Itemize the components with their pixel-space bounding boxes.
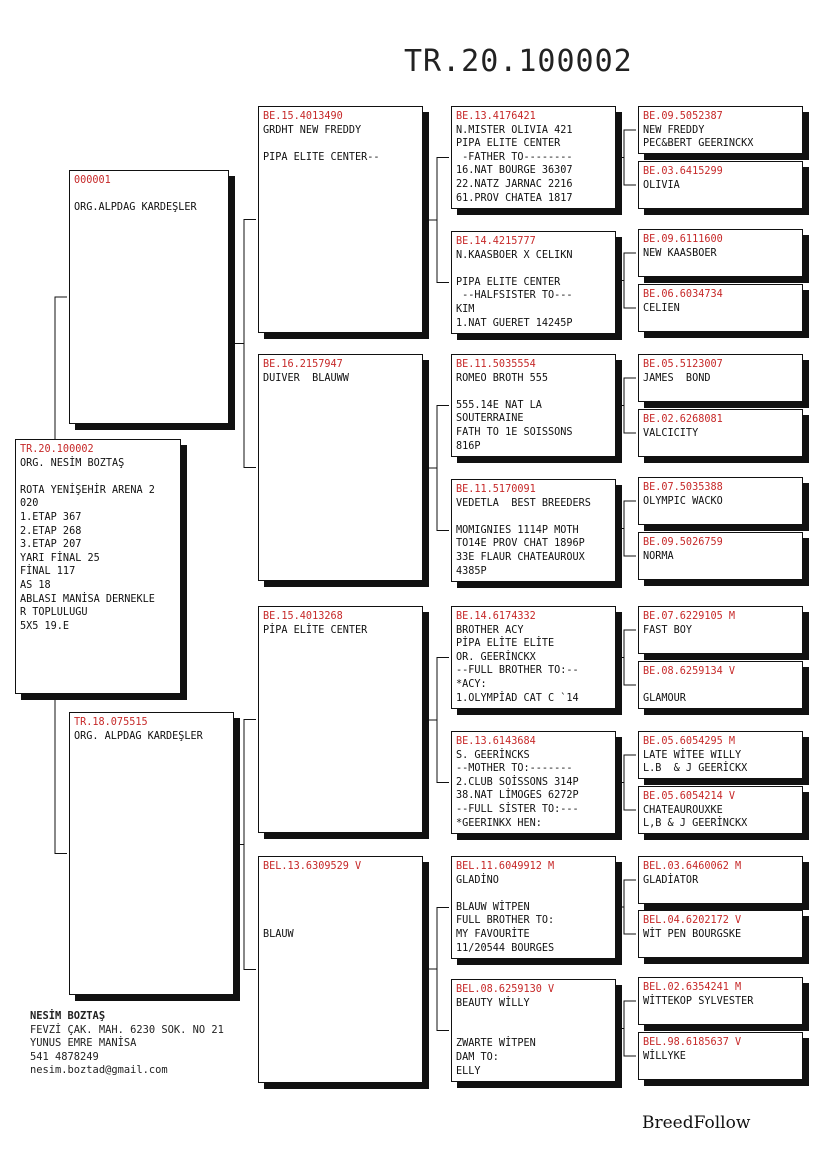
bird-info-line xyxy=(456,1010,611,1024)
ring-number: BE.13.6143684 xyxy=(456,736,536,747)
ring-number: BE.09.5052387 xyxy=(643,111,723,122)
ring-number: BE.06.6034734 xyxy=(643,289,723,300)
connector-ds xyxy=(437,658,449,783)
ring-number: BE.11.5035554 xyxy=(456,359,536,370)
connector-sdd xyxy=(624,501,636,556)
ring-number: BE.02.6268081 xyxy=(643,414,723,425)
pedigree-box-sire xyxy=(69,170,229,424)
connector-dds xyxy=(624,880,636,934)
connector-sss xyxy=(624,130,636,185)
ring-number: BE.16.2157947 xyxy=(263,359,343,370)
bird-info-line: BLAUW WİTPEN xyxy=(456,901,530,913)
bird-info-line: ORG.ALPDAG KARDEŞLER xyxy=(74,202,197,214)
bird-info-line: 4385P xyxy=(456,565,487,577)
bird-info-line xyxy=(263,914,418,928)
bird-info-line: PIPA ELITE CENTER-- xyxy=(263,151,380,163)
ring-number: TR.20.100002 xyxy=(20,444,94,455)
pedigree-box-dds xyxy=(451,856,616,959)
owner-contact xyxy=(30,1010,224,1078)
bird-info-line: MOMIGNIES 1114P MOTH xyxy=(456,524,579,536)
pedigree-box-dssd xyxy=(638,661,803,709)
bird-info-line: BLAUW xyxy=(263,928,294,940)
connector-dd xyxy=(437,908,449,1031)
bird-info-line: CELIEN xyxy=(643,302,680,314)
bird-info-line: GLADİATOR xyxy=(643,874,699,886)
bird-info-line: JAMES BOND xyxy=(643,372,711,384)
bird-info-line: 816P xyxy=(456,440,481,452)
ring-number: BE.07.5035388 xyxy=(643,482,723,493)
ring-number: BEL.02.6354241 M xyxy=(643,982,742,993)
ring-number: BE.09.6111600 xyxy=(643,234,723,245)
bird-info-line: 16.NAT BOURGE 36307 xyxy=(456,165,573,177)
ring-number: BEL.08.6259130 V xyxy=(456,984,555,995)
bird-info-line: LATE WİTEE WILLY xyxy=(643,749,742,761)
bird-info-line: GLADİNO xyxy=(456,874,499,886)
bird-info-line: *GEERINKX HEN: xyxy=(456,817,542,829)
bird-info-line: 020 xyxy=(20,498,39,510)
connector-sd xyxy=(437,406,449,531)
bird-info-line: 61.PROV CHATEA 1817 xyxy=(456,192,573,204)
ring-number: BEL.13.6309529 V xyxy=(263,861,362,872)
bird-info-line: 38.NAT LİMOGES 6272P xyxy=(456,790,579,802)
pedigree-box-ddd xyxy=(451,979,616,1082)
bird-info-line xyxy=(263,137,418,151)
pedigree-box-dsds xyxy=(638,731,803,779)
bird-info-line: NEW KAASBOER xyxy=(643,247,717,259)
bird-info-line xyxy=(456,510,611,524)
brand-logo: BreedFollow xyxy=(642,1113,751,1133)
pedigree-box-dsdd xyxy=(638,786,803,834)
bird-info-line: --FULL SİSTER TO:--- xyxy=(456,803,579,815)
bird-info-line: FİNAL 117 xyxy=(20,566,76,578)
bird-info-line: FULL BROTHER TO: xyxy=(456,915,555,927)
ring-number: BE.03.6415299 xyxy=(643,166,723,177)
pedigree-box-dss xyxy=(451,606,616,709)
bird-info-line: TO14E PROV CHAT 1896P xyxy=(456,538,585,550)
pedigree-box-ds xyxy=(258,606,423,833)
bird-info-line xyxy=(263,901,418,915)
pedigree-box-sdsd xyxy=(638,409,803,457)
connector-sds xyxy=(624,378,636,433)
bird-info-line: WİTTEKOP SYLVESTER xyxy=(643,995,754,1007)
bird-info-line: BEAUTY WİLLY xyxy=(456,997,530,1009)
owner-email: nesim.boztad@gmail.com xyxy=(30,1064,168,1077)
pedigree-box-ssdd xyxy=(638,284,803,332)
pedigree-box-sdd xyxy=(451,479,616,582)
bird-info-line: 11/20544 BOURGES xyxy=(456,942,555,954)
bird-info-line: GRDHT NEW FREDDY xyxy=(263,124,362,136)
bird-info-line: --HALFSISTER TO--- xyxy=(456,290,573,302)
pedigree-box-sssd xyxy=(638,161,803,209)
pedigree-box-ssss xyxy=(638,106,803,154)
ring-number: BE.15.4013490 xyxy=(263,111,343,122)
connector-ssd xyxy=(624,253,636,308)
bird-info-line: 5X5 19.E xyxy=(20,620,70,632)
bird-info-line: BROTHER ACY xyxy=(456,624,524,636)
bird-info-line: L.B & J GEERİCKX xyxy=(643,763,748,775)
pedigree-box-sss xyxy=(451,106,616,209)
bird-info-line: ABLASI MANİSA DERNEKLE xyxy=(20,593,155,605)
owner-name: NESİM BOZTAŞ xyxy=(30,1010,106,1022)
pedigree-box-subject xyxy=(15,439,181,694)
bird-info-line: R TOPLULUGU xyxy=(20,607,88,619)
bird-info-line: PİPA ELİTE CENTER xyxy=(263,624,368,636)
bird-info-line: GLAMOUR xyxy=(643,693,686,705)
pedigree-box-ddds xyxy=(638,977,803,1025)
bird-info-line: 1.ETAP 367 xyxy=(20,511,82,523)
ring-number: BE.14.6174332 xyxy=(456,611,536,622)
bird-info-line xyxy=(74,188,224,202)
pedigree-box-sds xyxy=(451,354,616,457)
connector-ddd xyxy=(624,1001,636,1056)
bird-info-line: N.MISTER OLIVIA 421 xyxy=(456,124,573,136)
owner-phone: 541 4878249 xyxy=(30,1050,99,1063)
bird-info-line: -FATHER TO-------- xyxy=(456,151,573,163)
bird-info-line: 2.CLUB SOİSSONS 314P xyxy=(456,776,579,788)
bird-info-line: PİPA ELİTE ELİTE xyxy=(456,638,555,650)
bird-info-line: KIM xyxy=(456,303,475,315)
bird-info-line: CHATEAUROUXKE xyxy=(643,804,723,816)
connector-sire xyxy=(244,220,256,468)
ring-number: BE.07.6229105 M xyxy=(643,611,736,622)
bird-info-line: VALCICITY xyxy=(643,427,699,439)
pedigree-box-sdds xyxy=(638,477,803,525)
bird-info-line xyxy=(643,679,798,693)
bird-info-line: FAST BOY xyxy=(643,624,693,636)
pedigree-box-dd xyxy=(258,856,423,1083)
bird-info-line: 1.NAT GUERET 14245P xyxy=(456,317,573,329)
pedigree-box-sddd xyxy=(638,532,803,580)
ring-number: 000001 xyxy=(74,175,111,186)
ring-number: BE.05.5123007 xyxy=(643,359,723,370)
connector-dss xyxy=(624,630,636,685)
bird-info-line: ROMEO BROTH 555 xyxy=(456,372,549,384)
connector-dam xyxy=(244,720,256,970)
ring-number: BE.05.6054214 V xyxy=(643,791,736,802)
bird-info-line: 2.ETAP 268 xyxy=(20,525,82,537)
bird-info-line: YARI FİNAL 25 xyxy=(20,552,100,564)
bird-info-line: DAM TO: xyxy=(456,1051,499,1063)
pedigree-box-ddsd xyxy=(638,910,803,958)
ring-number: TR.18.075515 xyxy=(74,717,148,728)
ring-number: BEL.03.6460062 M xyxy=(643,861,742,872)
bird-info-line xyxy=(20,470,176,484)
ring-number: BE.11.5170091 xyxy=(456,484,536,495)
bird-info-line: ORG. NESİM BOZTAŞ xyxy=(20,457,125,469)
ring-number: BE.05.6054295 M xyxy=(643,736,736,747)
bird-info-line: NEW FREDDY xyxy=(643,124,705,136)
bird-info-line: PIPA ELITE CENTER xyxy=(456,276,561,288)
bird-info-line: AS 18 xyxy=(20,579,51,591)
connector-dsd xyxy=(624,755,636,810)
owner-address-line-1: FEVZİ ÇAK. MAH. 6230 SOK. NO 21 xyxy=(30,1023,224,1036)
bird-info-line: --MOTHER TO:------- xyxy=(456,763,573,775)
bird-info-line: L,B & J GEERİNCKX xyxy=(643,818,748,830)
bird-info-line: OLIVIA xyxy=(643,179,680,191)
bird-info-line xyxy=(263,874,418,888)
pedigree-box-dsss xyxy=(638,606,803,654)
ring-number: BEL.04.6202172 V xyxy=(643,915,742,926)
bird-info-line: ELLY xyxy=(456,1065,481,1077)
bird-info-line: WİLLYKE xyxy=(643,1050,686,1062)
pedigree-box-dddd xyxy=(638,1032,803,1080)
bird-info-line: NORMA xyxy=(643,550,674,562)
pedigree-box-ssd xyxy=(451,231,616,334)
ring-number: BE.09.5026759 xyxy=(643,537,723,548)
pedigree-box-dsd xyxy=(451,731,616,834)
bird-info-line: 22.NATZ JARNAC 2216 xyxy=(456,178,573,190)
pedigree-box-dam xyxy=(69,712,234,995)
ring-number: BEL.11.6049912 M xyxy=(456,861,555,872)
ring-number: BEL.98.6185637 V xyxy=(643,1037,742,1048)
bird-info-line: WİT PEN BOURGSKE xyxy=(643,928,742,940)
bird-info-line: ORG. ALPDAG KARDEŞLER xyxy=(74,730,203,742)
bird-info-line: 1.OLYMPİAD CAT C `14 xyxy=(456,692,579,704)
bird-info-line: PIPA ELITE CENTER xyxy=(456,138,561,150)
bird-info-line: N.KAASBOER X CELIKN xyxy=(456,249,573,261)
bird-info-line: --FULL BROTHER TO:-- xyxy=(456,665,579,677)
bird-info-line xyxy=(456,385,611,399)
bird-info-line xyxy=(263,887,418,901)
pedigree-box-ss xyxy=(258,106,423,333)
pedigree-box-sd xyxy=(258,354,423,581)
pedigree-box-sdss xyxy=(638,354,803,402)
bird-info-line: OR. GEERİNCKX xyxy=(456,651,536,663)
bird-info-line: MY FAVOURİTE xyxy=(456,928,530,940)
bird-info-line: FATH TO 1E SOISSONS xyxy=(456,426,573,438)
bird-info-line xyxy=(456,262,611,276)
bird-info-line: OLYMPIC WACKO xyxy=(643,495,723,507)
ring-number: BE.13.4176421 xyxy=(456,111,536,122)
bird-info-line: ZWARTE WİTPEN xyxy=(456,1038,536,1050)
pedigree-box-ssds xyxy=(638,229,803,277)
bird-info-line: *ACY: xyxy=(456,678,487,690)
pedigree-box-ddss xyxy=(638,856,803,904)
bird-info-line: DUIVER BLAUWW xyxy=(263,372,349,384)
ring-number: BE.08.6259134 V xyxy=(643,666,736,677)
bird-info-line xyxy=(456,887,611,901)
bird-info-line: VEDETLA BEST BREEDERS xyxy=(456,497,591,509)
bird-info-line: ROTA YENİŞEHİR ARENA 2 xyxy=(20,484,155,496)
pedigree-title: TR.20.100002 xyxy=(404,44,633,79)
ring-number: BE.15.4013268 xyxy=(263,611,343,622)
ring-number: BE.14.4215777 xyxy=(456,236,536,247)
bird-info-line: 3.ETAP 207 xyxy=(20,539,82,551)
bird-info-line: PEC&BERT GEERINCKX xyxy=(643,138,754,150)
bird-info-line: SOUTERRAINE xyxy=(456,413,524,425)
bird-info-line: S. GEERİNCKS xyxy=(456,749,530,761)
bird-info-line: 555.14E NAT LA xyxy=(456,399,542,411)
connector-ss xyxy=(437,158,449,283)
owner-address-line-2: YUNUS EMRE MANİSA xyxy=(30,1037,137,1050)
bird-info-line xyxy=(456,1024,611,1038)
bird-info-line: 33E FLAUR CHATEAUROUX xyxy=(456,551,585,563)
